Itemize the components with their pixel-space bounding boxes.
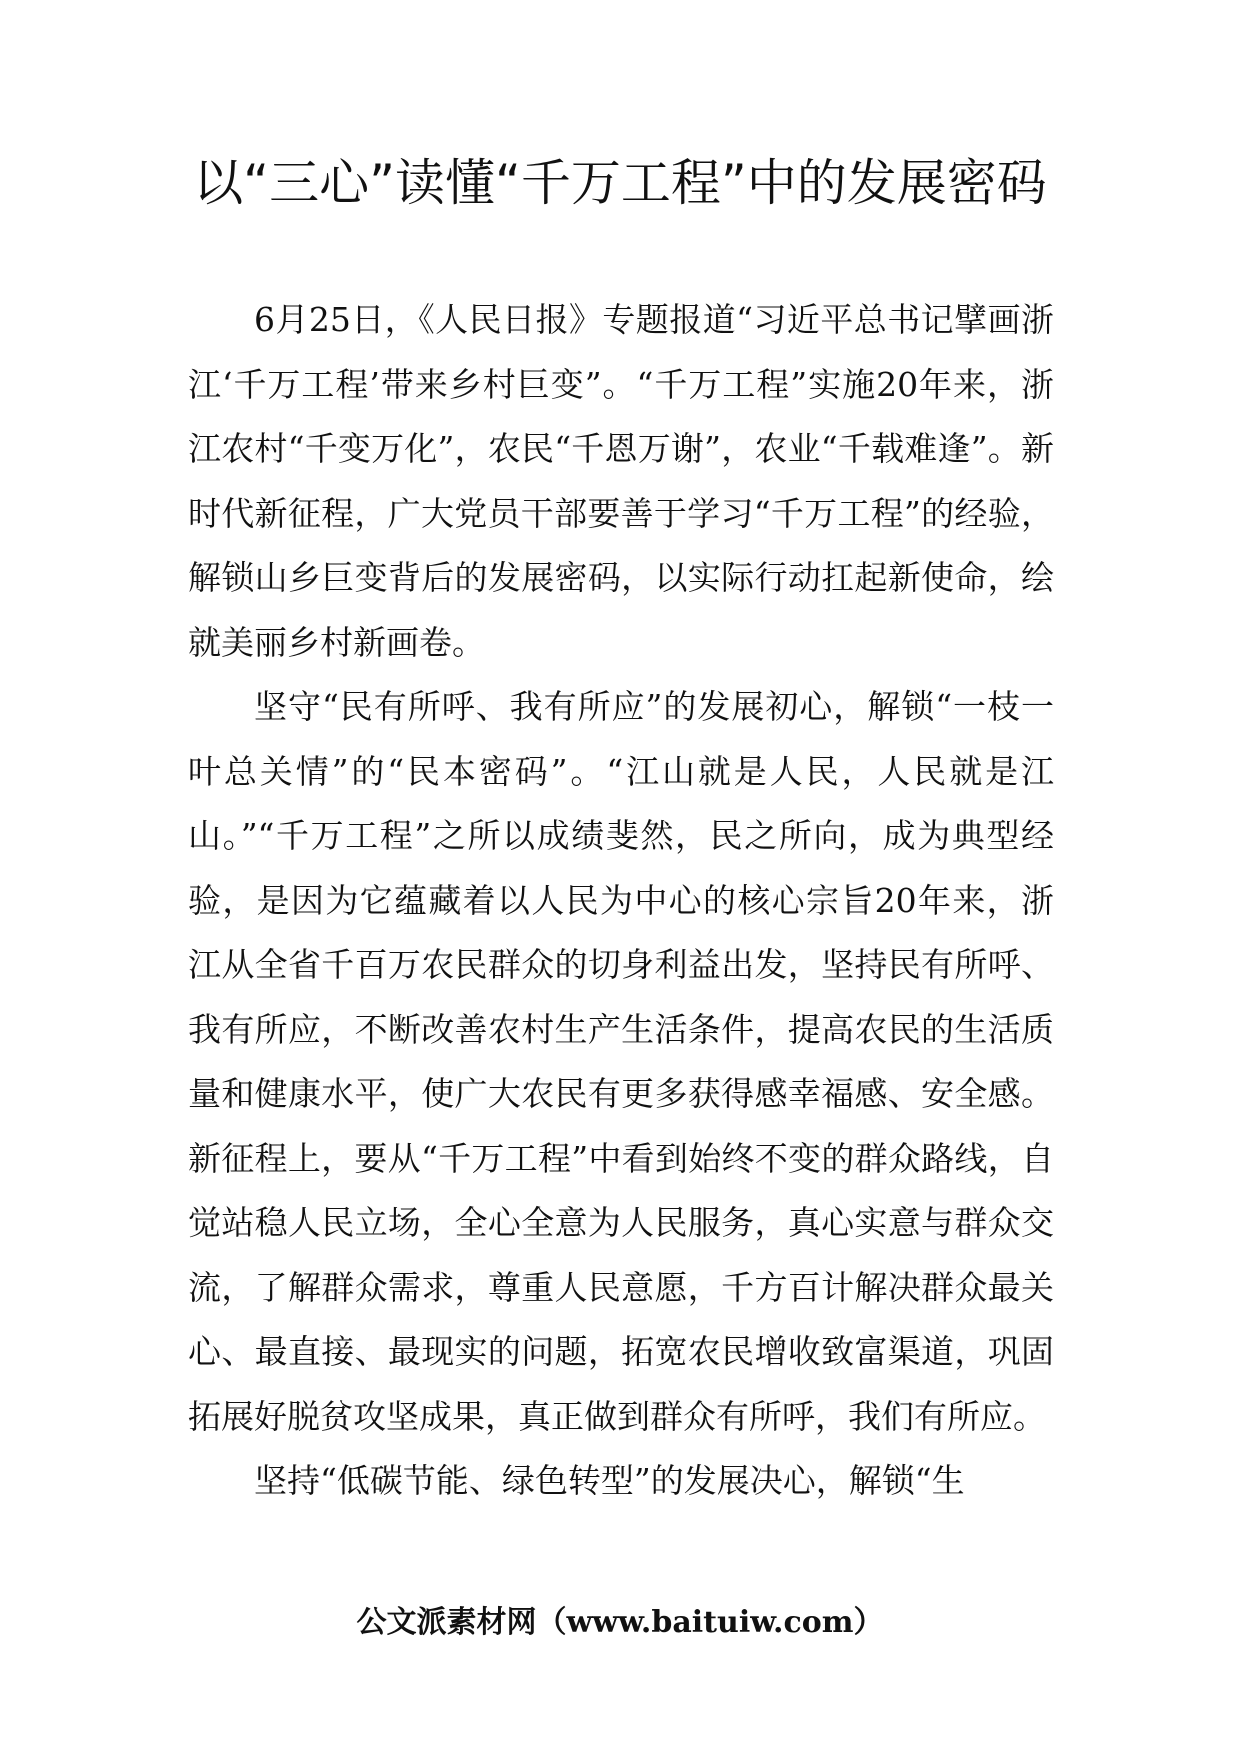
paragraph-green-transition: 坚持“低碳节能、绿色转型”的发展决心，解锁“生 [254,1461,965,1500]
source-footer: 公文派素材网（www.baituiw.com） [356,1605,884,1640]
document-title: 以“三心”读懂“千万工程”中的发展密码 [193,154,1047,212]
paragraph-people-centered: 坚守“民有所呼、我有所应”的发展初心，解锁“一枝一叶总关情”的“民本密码”。“江山就是人民，人民就是江山。”“千万工程”之所以成绩斐然，民之所向，成为典型经验，是因为它蕴藏着以人民为中心的核心宗旨20年来，浙江从全省千百万农民群众的切身利益出发，坚持民有所呼、我有所应，不断改善农村生产生活条件，提高农民的生活质量和健康水平，使广大农民有更多获得感幸福感、安全感。新征程上，要从“千万工程”中看到始终不变的群众路线，自觉站稳人民立场，全心全意为人民服务，真心实意与群众交流，了解群众需求，尊重人民意愿，千方百计解决群众最关心、最直接、最现实的问题，拓宽农民增收致富渠道，巩固拓展好脱贫攻坚成果，真正做到群众有所呼，我们有所应。 [188,687,1054,1436]
document-body [188,288,1054,1514]
paragraph-intro: 6月25日，《人民日报》专题报道“习近平总书记擘画浙江‘千万工程’带来乡村巨变”。“千万工程”实施20年来，浙江农村“千变万化”，农民“千恩万谢”，农业“千载难逢”。新时代新征程，广大党员干部要善于学习“千万工程”的经验，解锁山乡巨变背后的发展密码，以实际行动扛起新使命，绘就美丽乡村新画卷。 [188,300,1054,662]
